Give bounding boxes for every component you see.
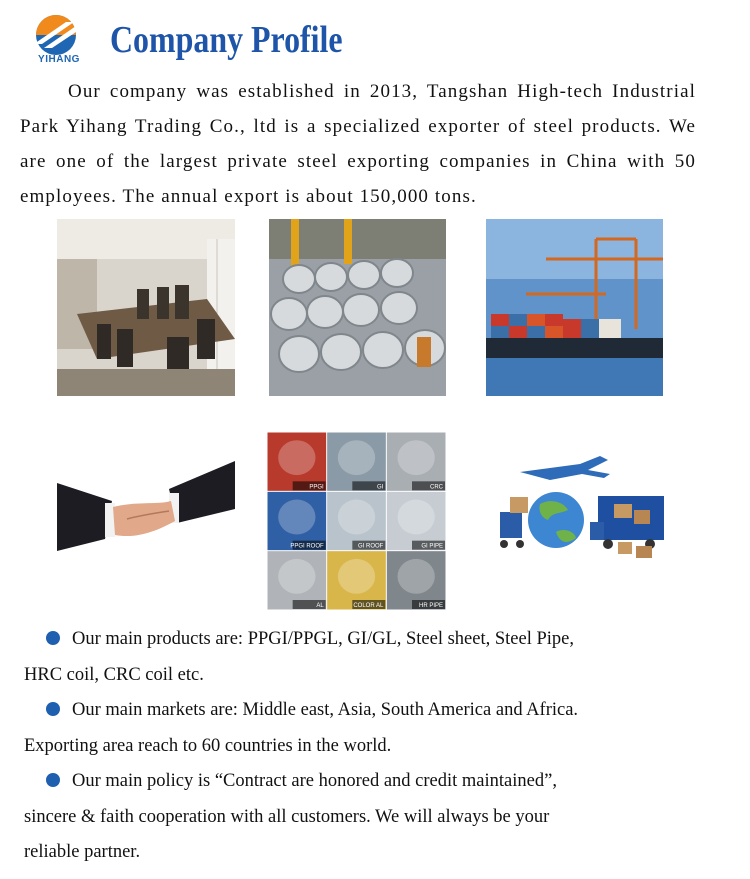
bullet-continuation: sincere & faith cooperation with all customers. We will always be your [24, 806, 550, 827]
product-coil-shape [278, 440, 315, 475]
bullet-text: Our main policy is “Contract are honored and credit maintained”, [72, 771, 557, 791]
product-label: COLOR AL [353, 603, 384, 609]
intro-paragraph [20, 74, 696, 214]
product-label: AL [316, 603, 324, 609]
product-coil-shape [338, 440, 375, 475]
yihang-logo [22, 14, 92, 66]
bullet-dot-icon [46, 773, 60, 787]
intro-text: Our company was established in 2013, Tangshan High-tech Industrial Park Yihang Trading Co., ltd is a specialized exporter of steel products. We are one of the largest private steel exporting companies in China with 50 employees. The annual export is about 150,000 tons. [20, 81, 696, 207]
product-coil-shape [278, 500, 315, 535]
page-title: Company Profile [110, 19, 343, 61]
steel-products-grid-photo [267, 432, 446, 610]
bullet-text: Our main markets are: Middle east, Asia, South America and Africa. [72, 700, 579, 720]
bullet-list [24, 622, 704, 871]
product-label: CRC [430, 484, 443, 491]
product-coil-shape [398, 559, 435, 594]
product-coil-shape [398, 500, 435, 535]
bullet-item-markets [24, 693, 704, 729]
office-meeting-room-photo [57, 219, 235, 396]
bullet-dot-icon [46, 631, 60, 645]
global-logistics-photo [490, 452, 672, 572]
bullet-dot-icon [46, 702, 60, 716]
product-label: PPGI [309, 484, 324, 491]
product-label: HR PIPE [418, 603, 443, 609]
handshake-photo [57, 461, 235, 557]
product-coil-shape [278, 559, 315, 594]
container-ship-port-photo [486, 219, 663, 396]
bullet-text: Our main products are: PPGI/PPGL, GI/GL, Steel sheet, Steel Pipe, [72, 629, 575, 649]
product-label: PPGI ROOF [290, 543, 324, 550]
bullet-item-products [24, 622, 704, 658]
product-label: GI ROOF [357, 543, 384, 550]
steel-coils-warehouse-photo [269, 219, 446, 396]
bullet-continuation: Exporting area reach to 60 countries in the world. [24, 735, 392, 756]
product-coil-shape [398, 440, 435, 475]
logo-text: YIHANG [38, 54, 80, 65]
bullet-continuation: HRC coil, CRC coil etc. [24, 664, 204, 685]
bullet-item-policy [24, 764, 704, 800]
product-coil-shape [338, 559, 375, 594]
product-label: GI [376, 484, 384, 491]
product-label: GI PIPE [421, 543, 443, 550]
bullet-continuation: reliable partner. [24, 842, 141, 862]
product-coil-shape [338, 500, 375, 535]
header [22, 14, 722, 74]
